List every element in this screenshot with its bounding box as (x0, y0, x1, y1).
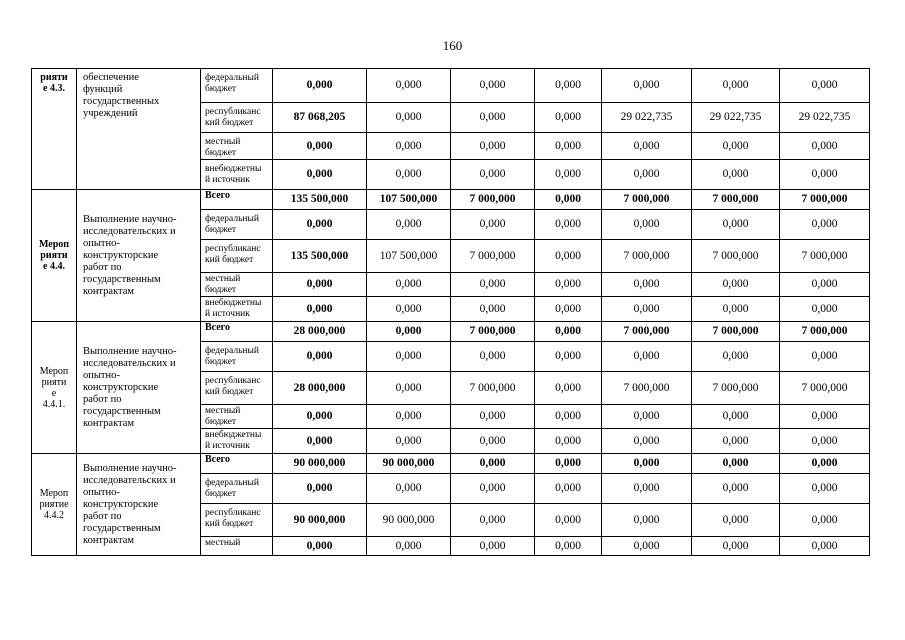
measure-description (77, 322, 201, 454)
amount-cell: 0,000 (780, 273, 870, 297)
amount-cell: 87 068,205 (273, 103, 367, 133)
amount-cell: 0,000 (451, 133, 535, 160)
amount-cell: 0,000 (780, 537, 870, 556)
amount-cell: 0,000 (602, 537, 692, 556)
funding-source-label (201, 133, 273, 160)
amount-cell: 7 000,000 (602, 322, 692, 342)
amount-cell: 7 000,000 (692, 190, 780, 210)
funding-source-text: республиканс кий бюджет (205, 244, 261, 265)
amount-cell: 0,000 (367, 273, 451, 297)
amount-cell: 0,000 (535, 429, 602, 454)
amount-cell: 0,000 (367, 103, 451, 133)
funding-source-text: федеральный бюджет (205, 478, 259, 499)
amount-cell: 0,000 (535, 160, 602, 190)
amount-cell: 7 000,000 (692, 240, 780, 273)
amount-cell: 107 500,000 (367, 190, 451, 210)
amount-cell: 28 000,000 (273, 322, 367, 342)
amount-cell: 0,000 (535, 69, 602, 103)
measure-code-text: Мероп риятие 4.4.2 (39, 488, 69, 521)
amount-cell: 7 000,000 (451, 372, 535, 405)
funding-source-label (201, 103, 273, 133)
amount-cell: 0,000 (602, 133, 692, 160)
amount-cell: 0,000 (602, 297, 692, 322)
funding-source-text: местный (205, 538, 241, 548)
amount-cell: 0,000 (692, 273, 780, 297)
amount-cell: 7 000,000 (451, 190, 535, 210)
amount-cell: 0,000 (451, 454, 535, 474)
measure-description (77, 454, 201, 556)
amount-cell: 0,000 (451, 273, 535, 297)
amount-cell: 90 000,000 (367, 504, 451, 537)
amount-cell: 0,000 (535, 454, 602, 474)
amount-cell: 0,000 (451, 160, 535, 190)
amount-cell: 0,000 (451, 474, 535, 504)
amount-cell: 0,000 (273, 160, 367, 190)
amount-cell: 0,000 (602, 273, 692, 297)
amount-cell: 0,000 (692, 504, 780, 537)
amount-cell: 0,000 (602, 69, 692, 103)
measure-code-text: рияти е 4.3. (40, 72, 68, 94)
funding-source-text: местный бюджет (205, 406, 241, 427)
amount-cell: 0,000 (535, 504, 602, 537)
amount-cell: 90 000,000 (367, 454, 451, 474)
amount-cell: 0,000 (780, 342, 870, 372)
measure-description-text: Выполнение научно- исследовательских и опытно- конструкторские работ по государственным контрактам (83, 345, 177, 429)
amount-cell: 0,000 (273, 69, 367, 103)
amount-cell: 0,000 (451, 210, 535, 240)
funding-source-label (201, 273, 273, 297)
amount-cell: 0,000 (273, 537, 367, 556)
amount-cell: 0,000 (602, 454, 692, 474)
amount-cell: 7 000,000 (780, 240, 870, 273)
amount-cell: 0,000 (780, 474, 870, 504)
page-number: 160 (442, 38, 463, 53)
funding-source-text: Всего (205, 190, 230, 201)
amount-cell: 0,000 (451, 103, 535, 133)
amount-cell: 7 000,000 (780, 372, 870, 405)
amount-cell: 0,000 (273, 429, 367, 454)
measure-description (77, 190, 201, 322)
amount-cell: 0,000 (273, 474, 367, 504)
amount-cell: 0,000 (692, 342, 780, 372)
amount-cell: 0,000 (535, 103, 602, 133)
amount-cell: 29 022,735 (602, 103, 692, 133)
measure-description-text: Выполнение научно- исследовательских и опытно- конструкторские работ по государственным контрактам (83, 462, 177, 546)
amount-cell: 0,000 (367, 405, 451, 429)
amount-cell: 0,000 (692, 537, 780, 556)
amount-cell: 135 500,000 (273, 240, 367, 273)
amount-cell: 0,000 (780, 504, 870, 537)
funding-source-text: внебюджетны й источник (205, 164, 262, 185)
amount-cell: 7 000,000 (692, 322, 780, 342)
amount-cell: 0,000 (780, 454, 870, 474)
amount-cell: 0,000 (692, 429, 780, 454)
funding-source-label (201, 297, 273, 322)
amount-cell: 0,000 (273, 273, 367, 297)
funding-source-label (201, 474, 273, 504)
table-row (32, 190, 870, 210)
measure-code (32, 190, 77, 322)
amount-cell: 0,000 (780, 210, 870, 240)
amount-cell: 0,000 (273, 405, 367, 429)
funding-source-text: местный бюджет (205, 274, 241, 295)
funding-source-text: внебюджетны й источник (205, 298, 262, 319)
measure-description (77, 69, 201, 190)
amount-cell: 0,000 (780, 429, 870, 454)
amount-cell: 0,000 (451, 429, 535, 454)
measure-code (32, 454, 77, 556)
amount-cell: 7 000,000 (451, 240, 535, 273)
funding-source-text: федеральный бюджет (205, 214, 259, 235)
amount-cell: 0,000 (273, 297, 367, 322)
amount-cell: 0,000 (780, 405, 870, 429)
amount-cell: 0,000 (602, 429, 692, 454)
amount-cell: 0,000 (367, 342, 451, 372)
funding-source-text: республиканс кий бюджет (205, 107, 261, 128)
funding-source-text: федеральный бюджет (205, 73, 259, 94)
amount-cell: 0,000 (602, 342, 692, 372)
amount-cell: 0,000 (535, 322, 602, 342)
amount-cell: 7 000,000 (780, 190, 870, 210)
amount-cell: 0,000 (692, 454, 780, 474)
funding-source-label (201, 190, 273, 210)
amount-cell: 0,000 (451, 297, 535, 322)
amount-cell: 0,000 (273, 342, 367, 372)
amount-cell: 0,000 (535, 273, 602, 297)
amount-cell: 0,000 (367, 160, 451, 190)
amount-cell: 0,000 (451, 504, 535, 537)
amount-cell: 90 000,000 (273, 504, 367, 537)
amount-cell: 29 022,735 (692, 103, 780, 133)
amount-cell: 0,000 (602, 405, 692, 429)
amount-cell: 0,000 (367, 297, 451, 322)
amount-cell: 0,000 (692, 297, 780, 322)
amount-cell: 0,000 (692, 474, 780, 504)
amount-cell: 0,000 (780, 160, 870, 190)
amount-cell: 28 000,000 (273, 372, 367, 405)
funding-source-label (201, 240, 273, 273)
table-row (32, 69, 870, 103)
amount-cell: 0,000 (780, 133, 870, 160)
funding-source-label (201, 372, 273, 405)
amount-cell: 0,000 (451, 342, 535, 372)
funding-source-text: Всего (205, 454, 230, 465)
amount-cell: 0,000 (535, 240, 602, 273)
amount-cell: 107 500,000 (367, 240, 451, 273)
funding-source-text: внебюджетны й источник (205, 430, 262, 451)
amount-cell: 0,000 (367, 322, 451, 342)
amount-cell: 0,000 (367, 210, 451, 240)
amount-cell: 0,000 (692, 210, 780, 240)
measure-code (32, 69, 77, 190)
amount-cell: 0,000 (367, 69, 451, 103)
amount-cell: 0,000 (535, 342, 602, 372)
funding-source-label (201, 454, 273, 474)
amount-cell: 7 000,000 (602, 372, 692, 405)
amount-cell: 0,000 (273, 210, 367, 240)
funding-source-label (201, 210, 273, 240)
amount-cell: 7 000,000 (602, 190, 692, 210)
amount-cell: 7 000,000 (451, 322, 535, 342)
funding-source-text: федеральный бюджет (205, 346, 259, 367)
amount-cell: 0,000 (535, 474, 602, 504)
funding-source-text: Всего (205, 322, 230, 333)
amount-cell: 0,000 (602, 474, 692, 504)
amount-cell: 0,000 (692, 160, 780, 190)
amount-cell: 7 000,000 (602, 240, 692, 273)
budget-table (31, 68, 870, 556)
funding-source-text: республиканс кий бюджет (205, 508, 261, 529)
funding-source-label (201, 537, 273, 556)
amount-cell: 0,000 (367, 372, 451, 405)
measure-code (32, 322, 77, 454)
measure-description-text: Выполнение научно- исследовательских и опытно- конструкторские работ по государственным контрактам (83, 213, 177, 297)
amount-cell: 0,000 (602, 160, 692, 190)
table-row (32, 454, 870, 474)
measure-code-text: Мероп рияти е 4.4.1. (39, 365, 69, 410)
funding-source-label (201, 429, 273, 454)
amount-cell: 0,000 (451, 69, 535, 103)
amount-cell: 135 500,000 (273, 190, 367, 210)
amount-cell: 0,000 (692, 405, 780, 429)
amount-cell: 29 022,735 (780, 103, 870, 133)
amount-cell: 0,000 (692, 69, 780, 103)
amount-cell: 0,000 (367, 474, 451, 504)
funding-source-text: местный бюджет (205, 137, 241, 158)
amount-cell: 0,000 (535, 537, 602, 556)
measure-code-text: Мероп рияти е 4.4. (38, 239, 70, 272)
amount-cell: 0,000 (780, 297, 870, 322)
amount-cell: 0,000 (451, 405, 535, 429)
amount-cell: 0,000 (535, 210, 602, 240)
funding-source-label (201, 69, 273, 103)
table-row (32, 322, 870, 342)
funding-source-label (201, 504, 273, 537)
amount-cell: 0,000 (451, 537, 535, 556)
amount-cell: 0,000 (367, 537, 451, 556)
amount-cell: 0,000 (602, 504, 692, 537)
funding-source-label (201, 160, 273, 190)
amount-cell: 0,000 (273, 133, 367, 160)
amount-cell: 0,000 (780, 69, 870, 103)
funding-source-label (201, 405, 273, 429)
amount-cell: 0,000 (602, 210, 692, 240)
funding-source-label (201, 342, 273, 372)
amount-cell: 0,000 (535, 405, 602, 429)
funding-source-label (201, 322, 273, 342)
amount-cell: 0,000 (535, 133, 602, 160)
funding-source-text: республиканс кий бюджет (205, 376, 261, 397)
amount-cell: 7 000,000 (780, 322, 870, 342)
amount-cell: 0,000 (535, 372, 602, 405)
amount-cell: 0,000 (535, 297, 602, 322)
amount-cell: 0,000 (367, 133, 451, 160)
amount-cell: 0,000 (367, 429, 451, 454)
amount-cell: 0,000 (692, 133, 780, 160)
amount-cell: 7 000,000 (692, 372, 780, 405)
amount-cell: 90 000,000 (273, 454, 367, 474)
amount-cell: 0,000 (535, 190, 602, 210)
measure-description-text: обеспечение функций государственных учреждений (83, 72, 160, 119)
